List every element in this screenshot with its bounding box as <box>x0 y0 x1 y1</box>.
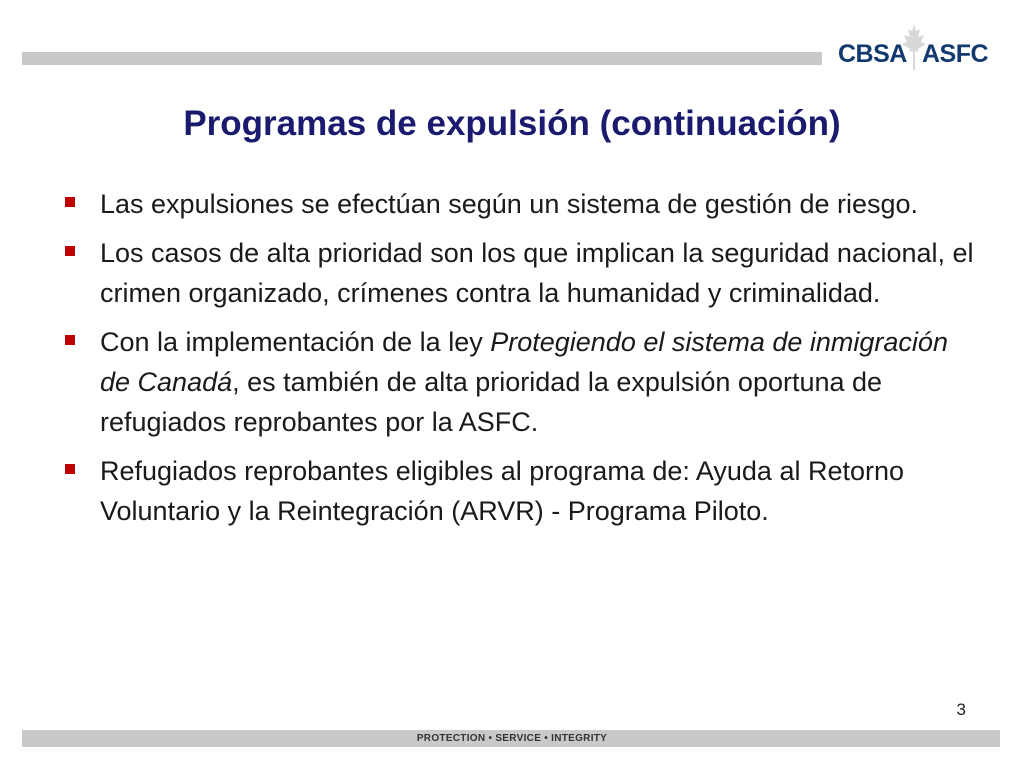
logo-cbsa-text: CBSA <box>838 40 907 68</box>
page-number: 3 <box>956 700 966 719</box>
bullet-item <box>62 451 982 531</box>
square-bullet-icon <box>65 246 75 256</box>
logo-asfc-text: ASFC <box>922 40 989 68</box>
bullet-item <box>62 184 982 224</box>
bullet-text: Los casos de alta prioridad son los que implican la seguridad nacional, el crimen organizado, crímenes contra la humanidad y criminalidad. <box>100 238 974 308</box>
square-bullet-icon <box>65 197 75 207</box>
footer-text: PROTECTION • SERVICE • INTEGRITY <box>416 733 608 744</box>
bullet-item <box>62 322 982 442</box>
square-bullet-icon <box>65 464 75 474</box>
cbsa-asfc-logo <box>838 36 989 76</box>
slide-title: Programas de expulsión (continuación) <box>183 104 841 143</box>
bullet-text: Las expulsiones se efectúan según un sistema de gestión de riesgo. <box>100 189 919 219</box>
law-title: Protegiendo el sistema de inmigración de Canadá <box>100 327 948 397</box>
header-bar <box>22 52 822 65</box>
bullet-text: Refugiados reprobantes eligibles al programa de: Ayuda al Retorno Voluntario y la Reintegración (ARVR) - Programa Piloto. <box>100 456 905 526</box>
bullet-text-pre: Con la implementación de la ley <box>100 327 491 357</box>
bullet-item <box>62 233 982 313</box>
bullet-text-post: , es también de alta prioridad la expulsión oportuna de refugiados reprobantes por la ASFC. <box>100 367 883 437</box>
square-bullet-icon <box>65 335 75 345</box>
bullet-list <box>62 184 982 540</box>
